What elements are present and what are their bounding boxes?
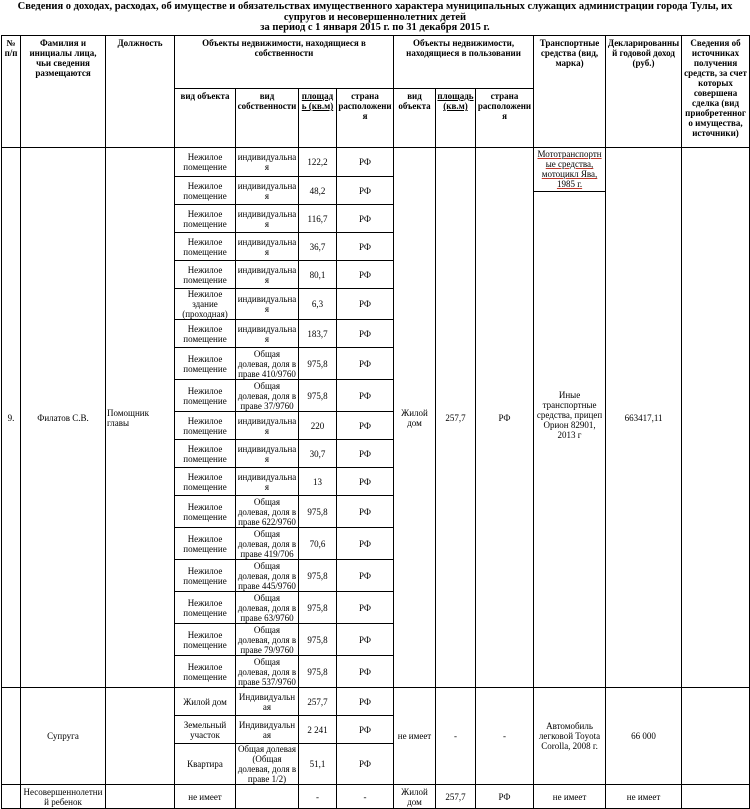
owned-country: РФ	[337, 412, 394, 440]
header-used-country: страна расположения	[476, 89, 534, 148]
owned-area: 122,2	[299, 148, 337, 177]
owned-country: РФ	[337, 289, 394, 320]
owned-area: 116,7	[299, 205, 337, 233]
header-used-obj-type: вид объекта	[394, 89, 436, 148]
transport-trailer: Иные транспортные средства, прицеп Орион 82901, 2013 г	[536, 390, 603, 440]
person-position: Помощник главы	[106, 148, 175, 688]
owned-own: Общая долевая, доля в праве 410/9760	[236, 348, 299, 380]
child-num	[2, 785, 21, 809]
owned-own: индивидуальная	[236, 412, 299, 440]
owned-area: 30,7	[299, 440, 337, 468]
owned-type: Нежилое помещение	[175, 261, 236, 289]
owned-type: Нежилое помещение	[175, 148, 236, 177]
owned-own: индивидуальная	[236, 289, 299, 320]
owned-type: Нежилое здание (проходная)	[175, 289, 236, 320]
spouse-num	[2, 688, 21, 785]
table-row	[2, 688, 750, 716]
owned-own: Общая долевая, доля в праве 79/9760	[236, 624, 299, 656]
owned-type: Нежилое помещение	[175, 380, 236, 412]
used-type: Жилой дом	[394, 785, 436, 809]
used-area: 257,7	[436, 148, 476, 688]
owned-country: РФ	[337, 688, 394, 716]
owned-own: индивидуальная	[236, 468, 299, 496]
owned-own: Индивидуальная	[236, 716, 299, 744]
owned-area: 13	[299, 468, 337, 496]
owned-country: РФ	[337, 205, 394, 233]
owned-own: Общая долевая (Общая долевая, доля в праве 1/2)	[236, 744, 299, 785]
spouse-position	[106, 688, 175, 785]
person-sources	[682, 148, 750, 688]
title-line-2: за период с 1 января 2015 г. по 31 декабря 2015 г.	[260, 22, 490, 33]
owned-own: индивидуальная	[236, 148, 299, 177]
owned-area: 36,7	[299, 233, 337, 261]
owned-country: РФ	[337, 348, 394, 380]
owned-area: 975,8	[299, 592, 337, 624]
transport-moto: Мототранспортные средства, мотоцикл Ява, 1985 г.	[534, 148, 605, 192]
person-name: Филатов С.В.	[21, 148, 106, 688]
row-num: 9.	[2, 148, 21, 688]
owned-country: РФ	[337, 744, 394, 785]
owned-type: Нежилое помещение	[175, 560, 236, 592]
owned-country: РФ	[337, 496, 394, 528]
header-position: Должность	[106, 36, 175, 148]
declaration-table	[1, 35, 750, 809]
used-area: 257,7	[436, 785, 476, 809]
document-title	[0, 0, 750, 35]
owned-own: индивидуальная	[236, 205, 299, 233]
owned-country: РФ	[337, 592, 394, 624]
owned-area: 975,8	[299, 496, 337, 528]
owned-country: РФ	[337, 468, 394, 496]
owned-area: 80,1	[299, 261, 337, 289]
header-num: № п/п	[2, 36, 21, 148]
header-income: Декларированный годовой доход (руб.)	[606, 36, 682, 148]
owned-area: 48,2	[299, 177, 337, 205]
owned-own: Общая долевая, доля в праве 419/706	[236, 528, 299, 560]
owned-area: 975,8	[299, 656, 337, 688]
owned-country: РФ	[337, 320, 394, 348]
owned-own: Общая долевая, доля в праве 37/9760	[236, 380, 299, 412]
owned-country: -	[337, 785, 394, 809]
owned-country: РФ	[337, 656, 394, 688]
owned-country: РФ	[337, 716, 394, 744]
owned-own: Общая долевая, доля в праве 537/9760	[236, 656, 299, 688]
owned-own: Общая долевая, доля в праве 445/9760	[236, 560, 299, 592]
owned-own: индивидуальная	[236, 440, 299, 468]
person-income: 663417,11	[606, 148, 682, 688]
owned-area: -	[299, 785, 337, 809]
table-row	[2, 785, 750, 809]
owned-area: 975,8	[299, 348, 337, 380]
owned-type: Нежилое помещение	[175, 592, 236, 624]
spouse-name: Супруга	[21, 688, 106, 785]
header-sources: Сведения об источниках получения средств, за счет которых совершена сделка (вид приобретенного имущества, источники)	[682, 36, 750, 148]
owned-type: Нежилое помещение	[175, 177, 236, 205]
header-used-area: площадь (кв.м)	[436, 89, 476, 148]
owned-type: Нежилое помещение	[175, 205, 236, 233]
table-row	[2, 148, 750, 177]
owned-area: 51,1	[299, 744, 337, 785]
owned-own: индивидуальная	[236, 233, 299, 261]
header-transport: Транспортные средства (вид, марка)	[534, 36, 606, 148]
owned-country: РФ	[337, 624, 394, 656]
owned-type: Нежилое помещение	[175, 412, 236, 440]
owned-area: 975,8	[299, 380, 337, 412]
child-position	[106, 785, 175, 809]
owned-own: Индивидуальная	[236, 688, 299, 716]
owned-country: РФ	[337, 233, 394, 261]
owned-area: 183,7	[299, 320, 337, 348]
spouse-income: 66 000	[606, 688, 682, 785]
owned-area: 6,3	[299, 289, 337, 320]
owned-own: индивидуальная	[236, 177, 299, 205]
child-transport: не имеет	[534, 785, 606, 809]
child-name: Несовершеннолетний ребенок	[21, 785, 106, 809]
person-transport	[534, 148, 606, 688]
header-area: площадь (кв.м)	[299, 89, 337, 148]
owned-country: РФ	[337, 440, 394, 468]
owned-type: Нежилое помещение	[175, 496, 236, 528]
owned-area: 257,7	[299, 688, 337, 716]
owned-type: Нежилое помещение	[175, 656, 236, 688]
owned-country: РФ	[337, 261, 394, 289]
owned-area: 2 241	[299, 716, 337, 744]
owned-type: не имеет	[175, 785, 236, 809]
owned-type: Нежилое помещение	[175, 468, 236, 496]
header-country: страна расположения	[337, 89, 394, 148]
owned-area: 220	[299, 412, 337, 440]
header-own-type: вид собственности	[236, 89, 299, 148]
child-income: не имеет	[606, 785, 682, 809]
title-line-1: Сведения о доходах, расходах, об имуществе и обязательствах имущественного характера муниципальных служащих администрации города Тулы, их супругов и несовершеннолетних детей	[17, 1, 733, 23]
owned-country: РФ	[337, 148, 394, 177]
header-owned: Объекты недвижимости, находящиеся в собственности	[175, 36, 394, 89]
owned-type: Квартира	[175, 744, 236, 785]
used-area: -	[436, 688, 476, 785]
header-name: Фамилия и инициалы лица, чьи сведения размещаются	[21, 36, 106, 148]
owned-area: 975,8	[299, 624, 337, 656]
owned-type: Нежилое помещение	[175, 528, 236, 560]
spouse-sources	[682, 688, 750, 785]
owned-area: 975,8	[299, 560, 337, 592]
used-type: Жилой дом	[394, 148, 436, 688]
owned-own: индивидуальная	[236, 261, 299, 289]
owned-own	[236, 785, 299, 809]
owned-type: Нежилое помещение	[175, 440, 236, 468]
owned-own: Общая долевая, доля в праве 622/9760	[236, 496, 299, 528]
header-obj-type: вид объекта	[175, 89, 236, 148]
owned-country: РФ	[337, 528, 394, 560]
owned-country: РФ	[337, 177, 394, 205]
used-type: не имеет	[394, 688, 436, 785]
owned-type: Нежилое помещение	[175, 624, 236, 656]
used-country: РФ	[476, 785, 534, 809]
owned-country: РФ	[337, 380, 394, 412]
header-used: Объекты недвижимости, находящиеся в пользовании	[394, 36, 534, 89]
spouse-transport: Автомобиль легковой Toyota Corolla, 2008 г.	[534, 688, 606, 785]
owned-type: Нежилое помещение	[175, 348, 236, 380]
child-sources	[682, 785, 750, 809]
owned-own: индивидуальная	[236, 320, 299, 348]
used-country: -	[476, 688, 534, 785]
owned-area: 70,6	[299, 528, 337, 560]
owned-type: Нежилое помещение	[175, 320, 236, 348]
owned-type: Нежилое помещение	[175, 233, 236, 261]
owned-type: Жилой дом	[175, 688, 236, 716]
used-country: РФ	[476, 148, 534, 688]
owned-own: Общая долевая, доля в праве 63/9760	[236, 592, 299, 624]
owned-country: РФ	[337, 560, 394, 592]
owned-type: Земельный участок	[175, 716, 236, 744]
